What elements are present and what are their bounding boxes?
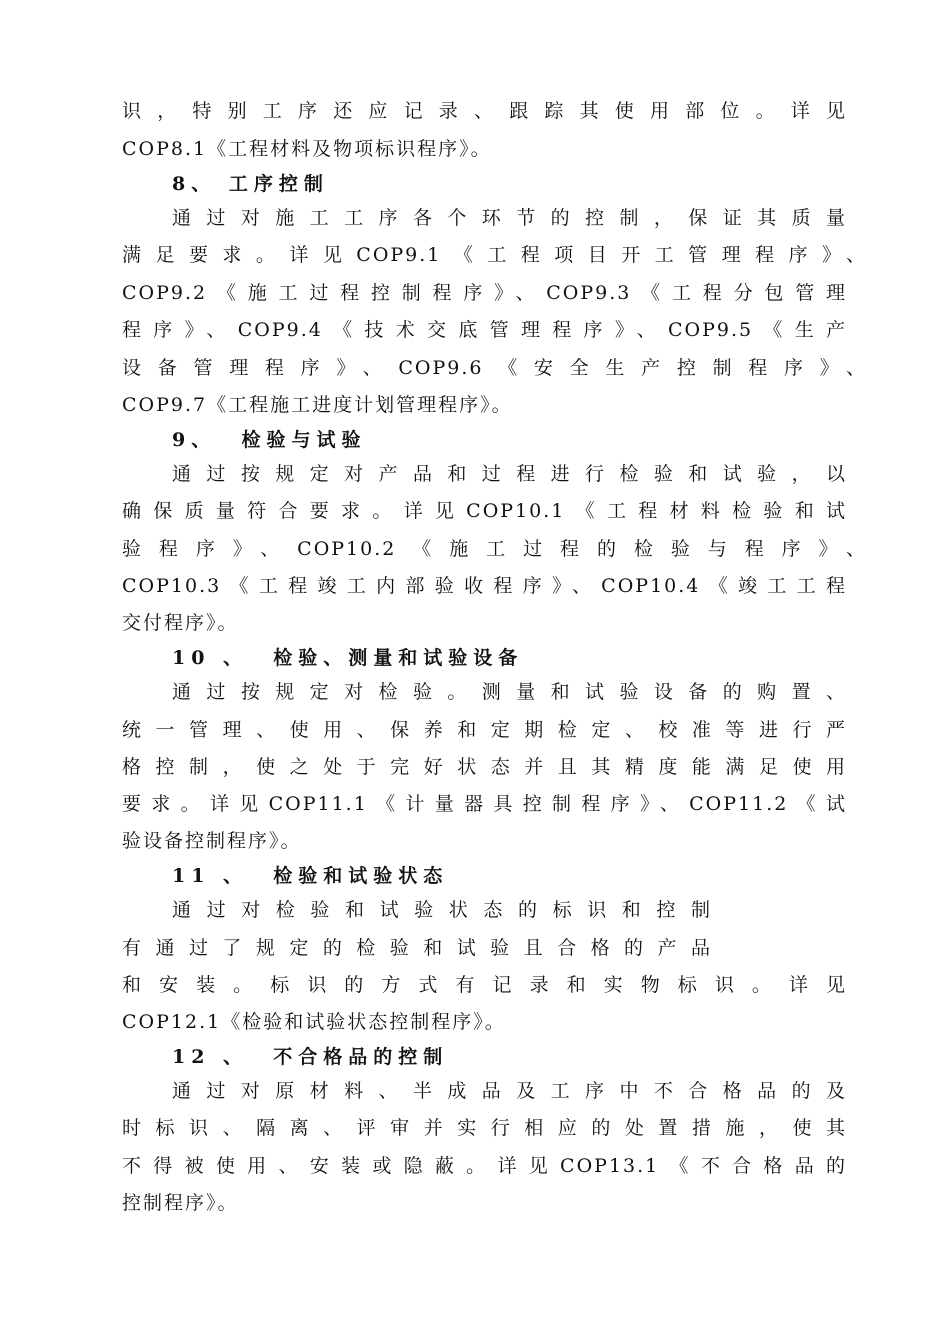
- paragraph-line: 设备管理程序》、COP9.6《安全生产控制程序》、: [122, 357, 867, 379]
- section-heading-12: 12 、 不合格品的控制: [172, 1046, 449, 1068]
- section-heading-11: 11 、 检验和试验状态: [172, 865, 449, 887]
- paragraph-line: COP8.1《工程材料及物项标识程序》。: [122, 138, 492, 160]
- paragraph-line: 统一管理、使用、保养和定期检定、校准等进行严: [122, 719, 847, 741]
- section-heading-9: 9、 检验与试验: [172, 429, 367, 451]
- paragraph-line: 通过对施工工序各个环节的控制，保证其质量: [172, 207, 847, 229]
- paragraph-line: 满足要求。详见COP9.1《工程项目开工管理程序》、: [122, 244, 867, 266]
- paragraph-line: 格控制，使之处于完好状态并且其精度能满足使用: [122, 756, 847, 778]
- paragraph-line: 要求。详见COP11.1《计量器具控制程序》、COP11.2《试: [122, 793, 847, 815]
- paragraph-line: 通过按规定对产品和过程进行检验和试验，以: [172, 463, 847, 485]
- paragraph-line: COP10.3《工程竣工内部验收程序》、COP10.4《竣工工程: [122, 575, 847, 597]
- paragraph-line: 通过对检验和试验状态的标识和控制: [172, 899, 712, 921]
- paragraph-line: 确保质量符合要求。详见COP10.1《工程材料检验和试: [122, 500, 847, 522]
- paragraph-line: 时标识、隔离、评审并实行相应的处置措施，使其: [122, 1117, 847, 1139]
- paragraph-line: 验设备控制程序》。: [122, 830, 302, 852]
- paragraph-line: 和安装。标识的方式有记录和实物标识。详见: [122, 974, 847, 996]
- paragraph-line: 识，特别工序还应记录、跟踪其使用部位。详见: [122, 100, 847, 122]
- section-heading-8: 8、 工序控制: [172, 173, 329, 195]
- paragraph-line: 不得被使用、安装或隐蔽。详见COP13.1《不合格品的: [122, 1155, 847, 1177]
- paragraph-line: 交付程序》。: [122, 612, 239, 634]
- paragraph-line: COP9.2《施工过程控制程序》、COP9.3《工程分包管理: [122, 282, 847, 304]
- paragraph-line: 通过按规定对检验。测量和试验设备的购置、: [172, 681, 847, 703]
- paragraph-line: 控制程序》。: [122, 1192, 239, 1214]
- paragraph-line: COP9.7《工程施工进度计划管理程序》。: [122, 394, 513, 416]
- paragraph-line: COP12.1《检验和试验状态控制程序》。: [122, 1011, 506, 1033]
- paragraph-line: 程序》、COP9.4《技术交底管理程序》、COP9.5《生产: [122, 319, 847, 341]
- paragraph-line: 通过对原材料、半成品及工序中不合格品的及: [172, 1080, 847, 1102]
- paragraph-line: 有通过了规定的检验和试验且合格的产品: [122, 937, 712, 959]
- section-heading-10: 10 、 检验、测量和试验设备: [172, 647, 524, 669]
- paragraph-line: 验程序》、COP10.2《施工过程的检验与程序》、: [122, 538, 867, 560]
